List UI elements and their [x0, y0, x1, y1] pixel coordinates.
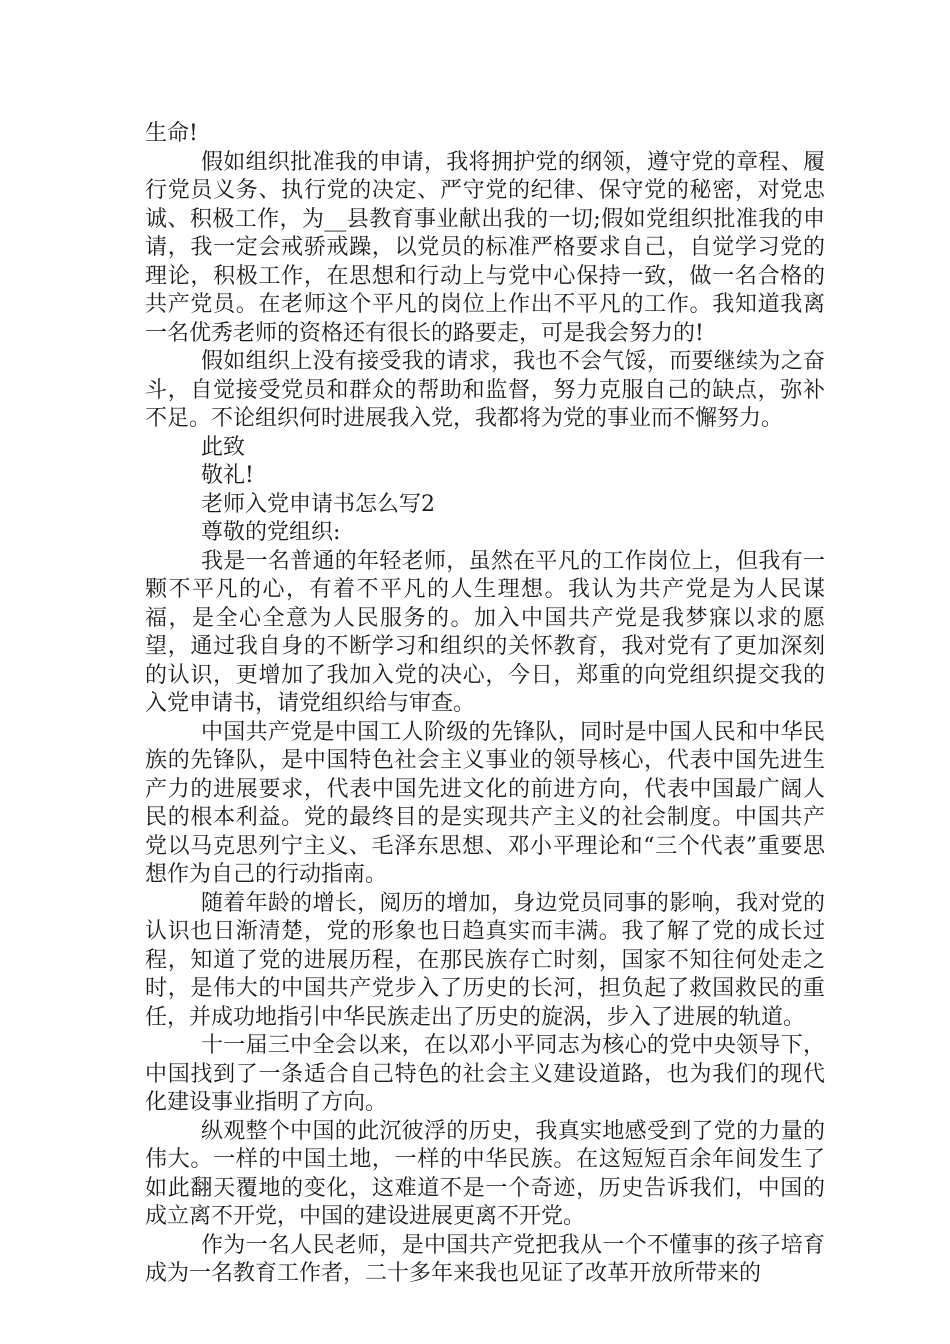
paragraph: 随着年龄的增长，阅历的增加，身边党员同事的影响，我对党的认识也日渐清楚，党的形象也日趋真实而丰满。我了解了党的成长过程，知道了党的进展历程，在那民族存亡时刻，国家不知往何处走之时，是伟大的中国共产党步入了历史的长河，担负起了救国救民的重任，并成功地指引中华民族走出了历史的旋涡，步入了进展的轨道。 [145, 890, 825, 1030]
paragraph: 作为一名人民老师，是中国共产党把我从一个不懂事的孩子培育成为一名教育工作者，二十多年来我也见证了改革开放所带来的 [145, 1232, 825, 1286]
paragraph: 十一届三中全会以来，在以邓小平同志为核心的党中央领导下，中国找到了一条适合自己特色的社会主义建设道路，也为我们的现代化建设事业指明了方向。 [145, 1033, 825, 1115]
paragraph-continuation: 生命! [145, 121, 198, 146]
paragraph: 我是一名普通的年轻老师，虽然在平凡的工作岗位上，但我有一颗不平凡的心，有着不平凡的人生理想。我认为共产党是为人民谋福，是全心全意为人民服务的。加入中国共产党是我梦寐以求的愿望，通过我自身的不断学习和组织的关怀教育，我对党有了更加深刻的认识，更增加了我加入党的决心，今日，郑重的向党组织提交我的入党申请书，请党组织给与审查。 [145, 548, 825, 716]
closing-regards: 敬礼! [201, 463, 254, 488]
paragraph: 中国共产党是中国工人阶级的先锋队，同时是中国人民和中华民族的先锋队，是中国特色社会主义事业的领导核心，代表中国先进生产力的进展要求，代表中国先进文化的前进方向，代表中国最广阔人民的根本利益。党的最终目的是实现共产主义的社会制度。中国共产党以马克思列宁主义、毛泽东思想、邓小平理论和“三个代表”重要思想作为自己的行动指南。 [145, 719, 825, 887]
document-body [145, 120, 825, 1289]
letter-greeting: 尊敬的党组织: [201, 520, 341, 545]
paragraph: 纵观整个中国的此沉彼浮的历史，我真实地感受到了党的力量的伟大。一样的中国土地，一样的中华民族。在这短短百余年间发生了如此翻天覆地的变化，这难道不是一个奇迹，历史告诉我们，中国的成立离不开党，中国的建设进展更离不开党。 [145, 1118, 825, 1229]
paragraph: 假如组织批准我的申请，我将拥护党的纲领，遵守党的章程、履行党员义务、执行党的决定、严守党的纪律、保守党的秘密，对党忠诚、积极工作，为__县教育事业献出我的一切;假如党组织批准我的申请，我一定会戒骄戒躁，以党员的标准严格要求自己，自觉学习党的理论，积极工作，在思想和行动上与党中心保持一致，做一名合格的共产党员。在老师这个平凡的岗位上作出不平凡的工作。我知道我离一名优秀老师的资格还有很长的路要走，可是我会努力的! [145, 149, 825, 346]
paragraph: 假如组织上没有接受我的请求，我也不会气馁，而要继续为之奋斗，自觉接受党员和群众的帮助和监督，努力克服自己的缺点，弥补不足。不论组织何时进展我入党，我都将为党的事业而不懈努力。 [145, 349, 825, 431]
closing-salutation: 此致 [201, 434, 246, 460]
section-title: 老师入党申请书怎么写2 [201, 491, 435, 517]
